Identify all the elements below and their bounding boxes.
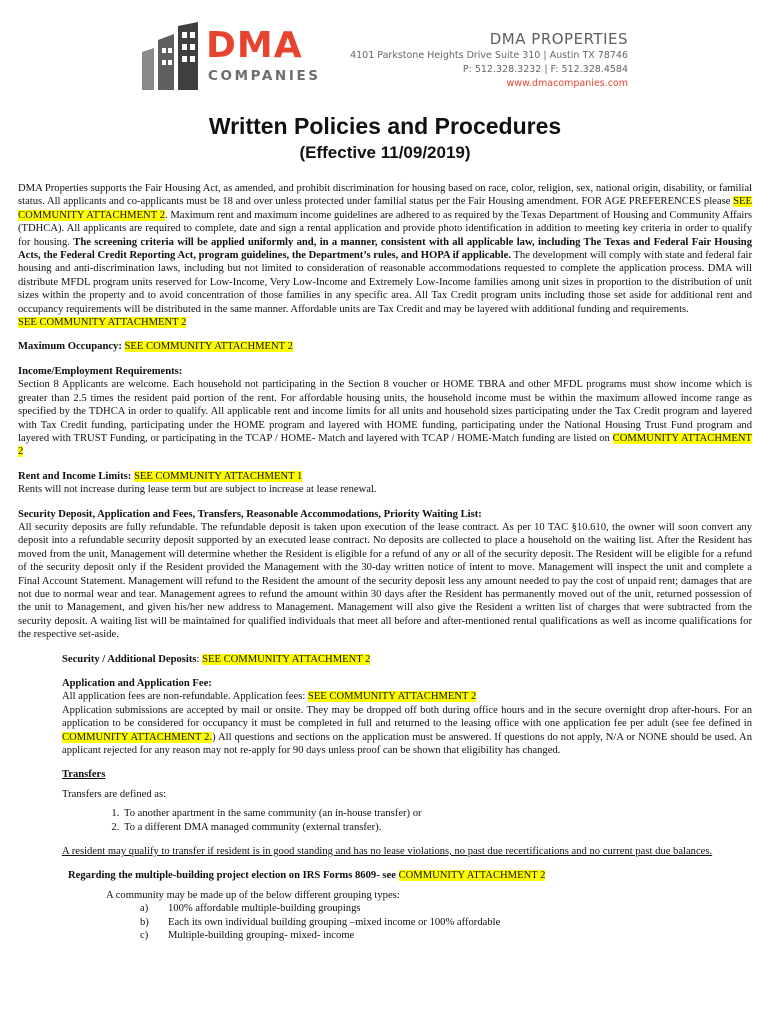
rent-text: Rents will not increase during lease term but are subject to increase at lease renewal. — [18, 484, 377, 496]
document-body — [18, 182, 752, 943]
max-occupancy — [18, 340, 752, 353]
company-logo — [140, 22, 370, 92]
list-item: 2. To a different DMA managed community (external transfer). — [122, 821, 752, 834]
security-heading: Security Deposit, Application and Fees, Transfers, Reasonable Accommodations, Priority Waiting List: — [18, 508, 482, 520]
company-phone-fax: P: 512.328.3232 | F: 512.328.4584 — [462, 64, 628, 75]
logo-subtext: COMPANIES — [208, 68, 321, 84]
intro-text-1: DMA Properties supports the Fair Housing Act, as amended, and prohibit discrimination for housing based on race, color, religion, sex, national origin, disability, or familial status. All applicants and co-applicants must be 18 and over unless protected under familial status per the Fair Housing amendment. FOR AGE PREFERENCES please — [18, 183, 752, 208]
list-item: 1. To another apartment in the same community (an in-house transfer) or — [122, 807, 752, 820]
attachment-ref: COMMUNITY ATTACHMENT 2. — [62, 731, 213, 743]
rent-limits-label: Rent and Income Limits: — [18, 470, 132, 482]
document-title: Written Policies and Procedures — [208, 113, 562, 139]
intro-bold-text: The screening criteria will be applied uniformly and, in a manner, consistent with all applicable law, including The Texas and Federal Fair Housing Acts, the Federal Credit Reporting Act, program guidelines, the Department’s rules, and HOPA if applicable. — [18, 236, 752, 262]
application-heading: Application and Application Fee: — [62, 678, 212, 689]
attachment-ref: SEE COMMUNITY ATTACHMENT 1 — [133, 470, 303, 482]
attachment-ref: SEE COMMUNITY ATTACHMENT 2 — [124, 341, 293, 353]
list-item: c) Multiple-building grouping- mixed- income — [140, 930, 355, 942]
intro-paragraph — [18, 182, 752, 316]
security-paragraph: All security deposits are fully refundable. The refundable deposit is taken upon execution of the lease contract. As per 10 TAC §10.610, the owner will soon convert any deposit into a refundable security deposit supported by an executed lease contract. No deposits are collected to place a household on the waiting list. After the Resident has moved from the unit, Management will determine whether the Resident is eligible for a refund of any or all of the security deposit. The Resident will be eligible for a refund of the security deposit only if the Resident provided the Management with the 30-day written notice of intent to move. Management will inspect the unit and complete a Final Account Statement. Management will refund to the Resident the amount of the security deposit less any amount needed to pay the cost of unpaid rent; damages that are not due to normal wear and tear. Management agrees to refund the amount within 30 days after the Resident has permanently moved out of the unit, returned possession of the unit to Management, and given his/her new address to Management. Management will also give the Resident a written list of charges that were subtracted from the security deposit. A waiting list will be maintained for qualified individuals that meet all before and after-mentioned rental qualifications as well as income qualifications for the respective set-aside. — [18, 521, 753, 641]
document-subtitle: (Effective 11/09/2019) — [299, 143, 471, 162]
application-fee-line: All application fees are non-refundable. Application fees: SEE COMMUNITY ATTACHMENT 2 — [62, 691, 477, 703]
attachment-ref: SEE COMMUNITY ATTACHMENT 2 — [307, 691, 477, 703]
building-logo-icon — [140, 22, 210, 90]
transfers-heading: Transfers — [62, 769, 106, 781]
attachment-ref: SEE COMMUNITY ATTACHMENT 2 — [18, 317, 187, 329]
max-occupancy-label: Maximum Occupancy: — [18, 341, 122, 353]
transfers-intro: Transfers are defined as: — [62, 788, 167, 800]
company-website-link[interactable]: www.dmacompanies.com — [506, 78, 628, 89]
attachment-ref: SEE COMMUNITY ATTACHMENT 2 — [18, 196, 752, 221]
grouping-list — [18, 902, 752, 942]
income-text: Section 8 Applicants are welcome. Each household not participating in the Section 8 voucher or HOME TBRA and other MFDL programs must show income which is greater than 2.5 times the resident paid portion of the rent. For affordable housing units, the household income must be within the maximum allowed income range as specified by the TDHCA in order to qualify. All applicable rent and income limits for all units and household sizes participating under the Tax Credit program and layered with Tax Credit funding, participating under the HOME program and layered with HOME funding, participating under the National Housing Trust Fund program and layered with TRUST Funding, or participating in the TCAP / HOME- Match and layered with TCAP / HOME-Match funding are listed on — [18, 379, 752, 444]
logo-text: DMA — [206, 25, 303, 66]
transfers-list — [18, 807, 752, 834]
attachment-ref: COMMUNITY ATTACHMENT 2 — [398, 870, 546, 882]
income-paragraph — [18, 378, 752, 458]
attachment-ref: COMMUNITY ATTACHMENT 2 — [18, 432, 753, 458]
additional-deposits: Security / Additional Deposits: SEE COMMUNITY ATTACHMENT 2 — [62, 653, 371, 665]
irs-election — [18, 869, 752, 882]
irs-label: Regarding the multiple-building project election on IRS Forms 8609- see — [68, 870, 399, 882]
additional-deposits-label: Security / Additional Deposits — [62, 653, 197, 665]
irs-intro: A community may be made up of the below different grouping types: — [106, 889, 400, 901]
intro-text-3: The development will comply with state and federal fair housing and anti-discrimination laws, including but not limited to consideration of reasonable accommodations requested to complete the application process. DMA will distribute MFDL program units reserved for Low-Income, Very Low-Income and Extremely Low-Income families among unit sizes in proportion to the distribution of unit sizes within the property and to avoid concentration of those families in any specific area. All Tax Credit program units including those set aside for additional rent and occupancy requirements will be distributed in the same manner. Affordable units are Tax Credit and may be layered with additional funding and requirements. — [18, 250, 752, 315]
rent-limits — [18, 470, 752, 483]
transfers-note: A resident may qualify to transfer if resident is in good standing and has no lease violations, no past due recertifications and no current past due balances. — [62, 846, 713, 858]
list-item: a) 100% affordable multiple-building groupings — [140, 903, 361, 915]
company-address: 4101 Parkstone Heights Drive Suite 310 | Austin TX 78746 — [350, 50, 628, 61]
intro-text-2: . Maximum rent and maximum income guidelines are adhered to as required by the Texas Department of Housing and Community Affairs (TDHCA). All applicants are required to complete, date and sign a rental application and provide photo identification in addition to meeting key criteria in order to qualify for housing. — [18, 209, 752, 248]
company-info — [350, 30, 628, 91]
application-paragraph: Application submissions are accepted by mail or onsite. They may be dropped off both during office hours and in the secure overnight drop after-hours. For an application to be considered for occupancy it must be completed in full and returned to the leasing office with one application fee per adult (see fee defined in COMMUNITY ATTACHMENT 2.) All questions and sections on the application must be answered. If questions do not apply, N/A or NONE should be used. An applicant rejected for any reason may not re-apply for 90 days unless proof can be shown that eligibility has changed. — [62, 704, 752, 757]
attachment-ref: SEE COMMUNITY ATTACHMENT 2 — [202, 653, 371, 665]
income-heading: Income/Employment Requirements: — [18, 365, 183, 377]
list-item: b) Each its own individual building grouping –mixed income or 100% affordable — [140, 916, 501, 928]
company-name: DMA PROPERTIES — [489, 30, 628, 48]
